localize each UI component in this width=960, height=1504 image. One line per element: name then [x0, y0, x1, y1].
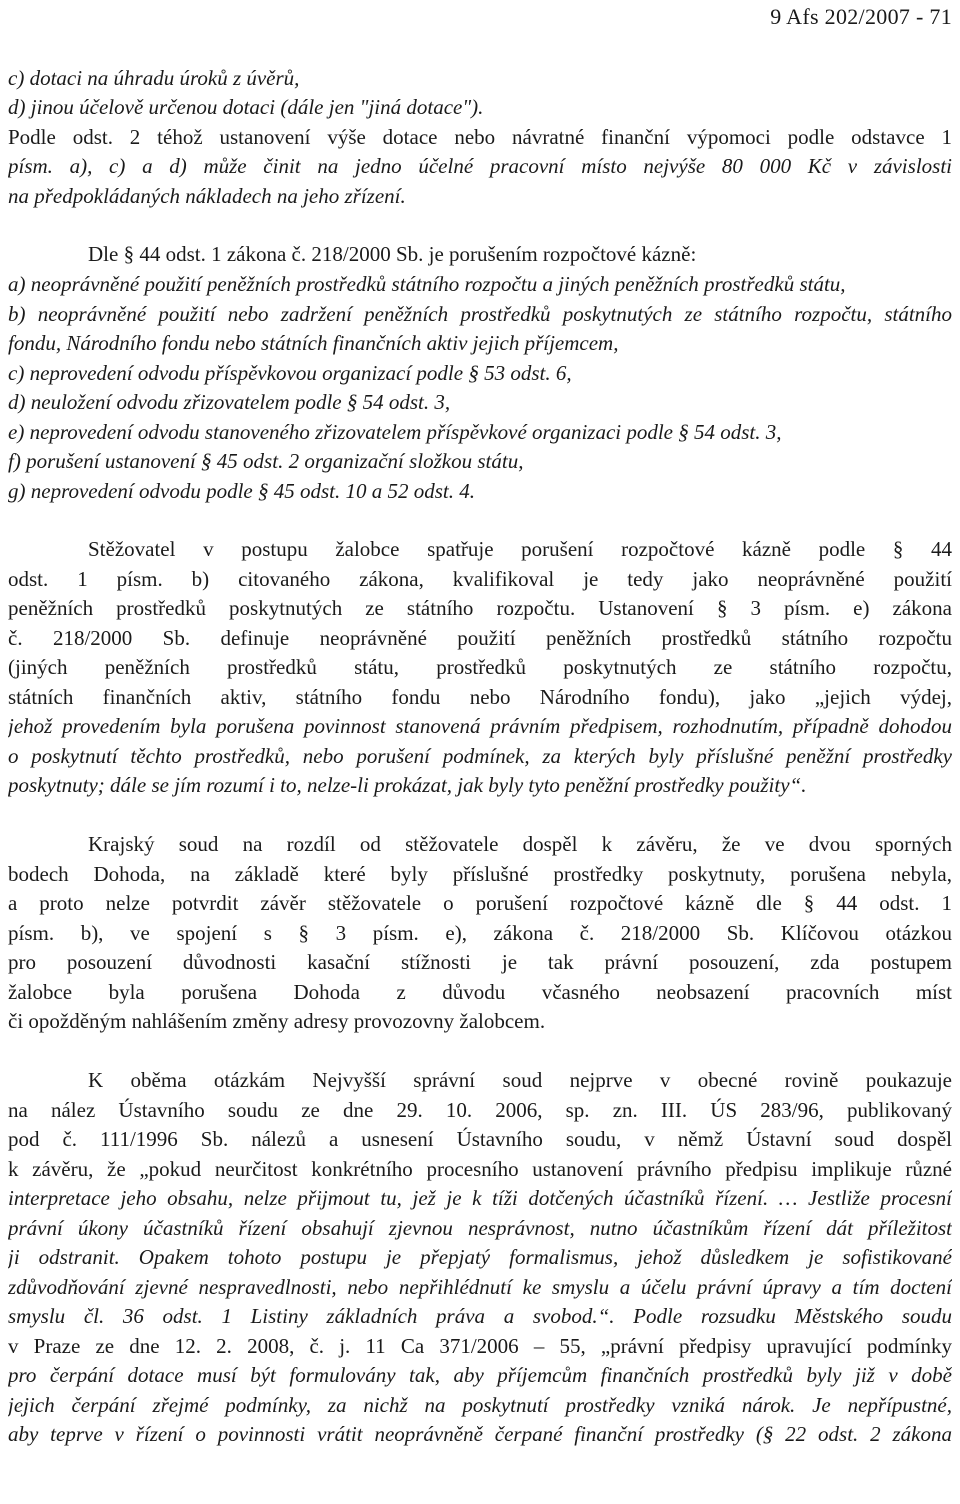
text-line: právní úkony účastníků řízení obsahují zjevnou nesprávnost, nutno účastníkům řízení dát příležitost	[8, 1216, 952, 1240]
text-line: poskytnuty; dále se jím rozumí i to, nelze-li prokázat, jak byly tyto peněžní prostředky použity“.	[8, 773, 807, 797]
text-line: f) porušení ustanovení § 45 odst. 2 organizační složkou státu,	[8, 449, 524, 473]
text-line: d) jinou účelově určenou dotaci (dále jen "jiná dotace").	[8, 95, 484, 119]
text-line: fondu, Národního fondu nebo státních finančních aktiv jejich příjemcem,	[8, 331, 619, 355]
text-line: na předpokládaných nákladech na jeho zřízení.	[8, 184, 406, 208]
text-line: Stěžovatel v postupu žalobce spatřuje porušení rozpočtové kázně podle § 44	[88, 537, 952, 561]
text-line: smyslu čl. 36 odst. 1 Listiny základních práva a svobod.“. Podle rozsudku Městského soudu	[8, 1304, 952, 1328]
text-line: zdůvodňování zjevné nespravedlnosti, nebo nepřihlédnutí ke smyslu a účelu právní úpravy a tím doctení	[8, 1275, 952, 1299]
text-line: a proto nelze potvrdit závěr stěžovatele o porušení rozpočtové kázně dle § 44 odst. 1	[8, 891, 952, 915]
text-line: odst. 1 písm. b) citovaného zákona, kvalifikoval je tedy jako neoprávněné použití	[8, 567, 952, 591]
text-line: jehož provedením byla porušena povinnost stanovená právním předpisem, rozhodnutím, případně dohodou	[8, 714, 952, 738]
text-line: v Praze ze dne 12. 2. 2008, č. j. 11 Ca 371/2006 – 55, „právní předpisy upravující podmínky	[8, 1334, 952, 1358]
text-line: c) dotaci na úhradu úroků z úvěrů,	[8, 66, 300, 90]
text-line: pro posouzení důvodnosti kasační stížnosti je tak právní posouzení, zda postupem	[8, 950, 952, 974]
text-line: Dle § 44 odst. 1 zákona č. 218/2000 Sb. je porušením rozpočtové kázně:	[88, 242, 697, 266]
text-line: K oběma otázkám Nejvyšší správní soud nejprve v obecné rovině poukazuje	[88, 1068, 952, 1092]
text-line: státních finančních aktiv, státního fondu nebo Národního fondu), jako „jejich výdej,	[8, 685, 952, 709]
text-line: aby teprve v řízení o povinnosti vrátit neoprávněně čerpané finanční prostředky (§ 22 odst. 2 zákona	[8, 1422, 952, 1446]
text-line: žalobce byla porušena Dohoda z důvodu včasného neobsazení pracovních míst	[8, 980, 952, 1004]
text-line: b) neoprávněné použití nebo zadržení peněžních prostředků poskytnutých ze státního rozpočtu, státního	[8, 302, 952, 326]
text-line: e) neprovedení odvodu stanoveného zřizovatelem příspěvkové organizaci podle § 54 odst. 3,	[8, 420, 782, 444]
text-line: na nález Ústavního soudu ze dne 29. 10. 2006, sp. zn. III. ÚS 283/96, publikovaný	[8, 1098, 952, 1122]
text-line: a) neoprávněné použití peněžních prostředků státního rozpočtu a jiných peněžních prostředků státu,	[8, 272, 846, 296]
text-line: interpretace jeho obsahu, nelze přijmout tu, jež je k tíži dotčených účastníků řízení. … Jestliže procesní	[8, 1186, 952, 1210]
text-line: g) neprovedení odvodu podle § 45 odst. 10 a 52 odst. 4.	[8, 479, 475, 503]
text-line: o poskytnutí těchto prostředků, nebo porušení podmínek, za kterých byly příslušné peněžní prostředky	[8, 744, 952, 768]
text-line: pod č. 111/1996 Sb. nálezů a usnesení Ústavního soudu, v němž Ústavní soud dospěl	[8, 1127, 952, 1151]
text-line: bodech Dohoda, na základě které byly příslušné prostředky poskytnuty, porušena nebyla,	[8, 862, 952, 886]
text-line: písm. b), ve spojení s § 3 písm. e), zákona č. 218/2000 Sb. Klíčovou otázkou	[8, 921, 952, 945]
text-line: ji odstranit. Opakem tohoto postupu je přepjatý formalismus, jehož důsledkem je sofistikované	[8, 1245, 952, 1269]
text-line: pro čerpání dotace musí být formulovány tak, aby příjemcům finančních prostředků byly již v době	[8, 1363, 952, 1387]
text-line: Podle odst. 2 téhož ustanovení výše dotace nebo návratné finanční výpomoci podle odstavce 1	[8, 125, 952, 149]
document-page	[8, 0, 952, 1504]
text-line: písm. a), c) a d) může činit na jedno účelné pracovní místo nejvýše 80 000 Kč v závislosti	[8, 154, 952, 178]
text-line: Krajský soud na rozdíl od stěžovatele dospěl k závěru, že ve dvou sporných	[88, 832, 952, 856]
text-line: k závěru, že „pokud neurčitost konkrétního procesního ustanovení právního předpisu implikuje různé	[8, 1157, 952, 1181]
text-line: či opožděným nahlášením změny adresy provozovny žalobcem.	[8, 1009, 546, 1033]
text-line: peněžních prostředků poskytnutých ze státního rozpočtu. Ustanovení § 3 písm. e) zákona	[8, 596, 952, 620]
page-header-case-number: 9 Afs 202/2007 - 71	[770, 4, 952, 29]
text-line: d) neuložení odvodu zřizovatelem podle § 54 odst. 3,	[8, 390, 451, 414]
text-line: c) neprovedení odvodu příspěvkovou organizací podle § 53 odst. 6,	[8, 361, 572, 385]
text-line: (jiných peněžních prostředků státu, prostředků poskytnutých ze státního rozpočtu,	[8, 655, 952, 679]
text-line: jejich čerpání zřejmé podmínky, za nichž na poskytnutí prostředky vzniká nárok. Je nepřípustné,	[8, 1393, 952, 1417]
text-line: č. 218/2000 Sb. definuje neoprávněné použití peněžních prostředků státního rozpočtu	[8, 626, 952, 650]
